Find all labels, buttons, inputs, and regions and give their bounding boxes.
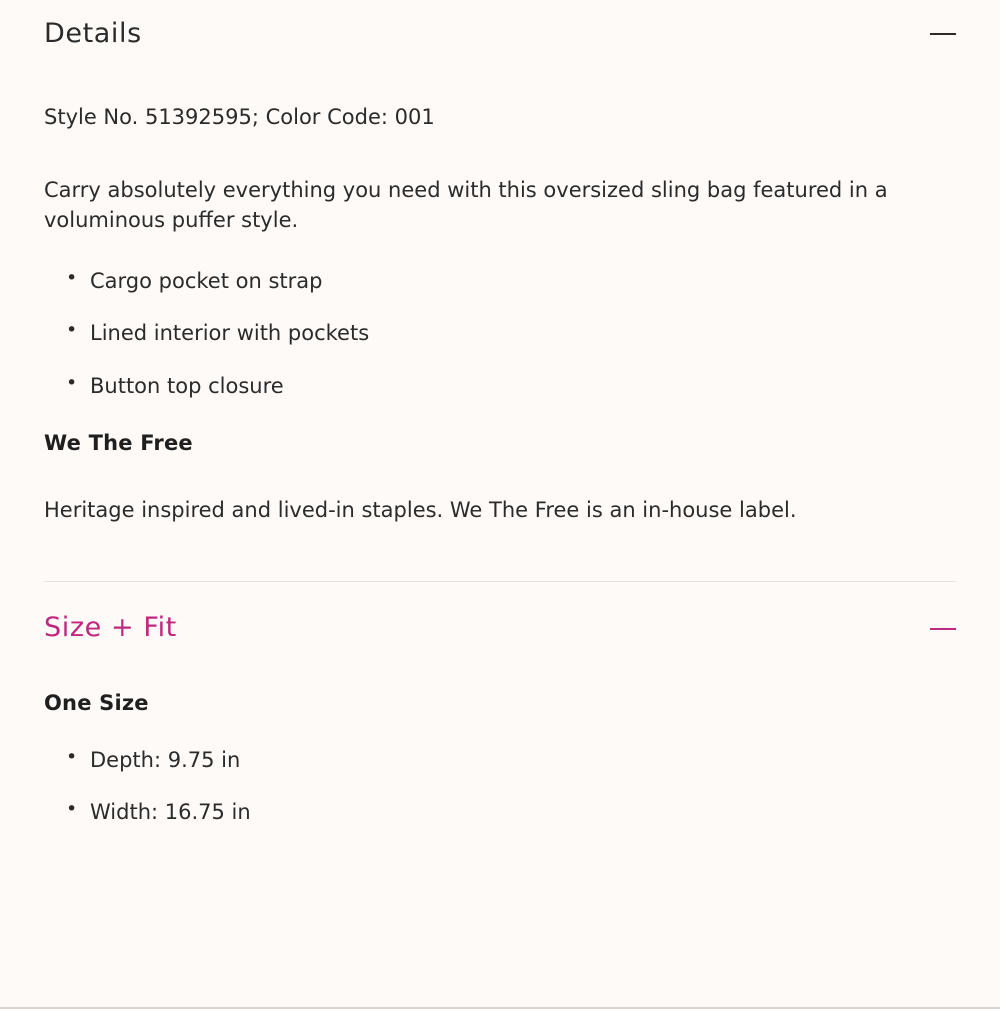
product-features-list <box>44 266 956 401</box>
style-number-text: Style No. 51392595; Color Code: 001 <box>44 105 435 130</box>
list-item: • Button top closure <box>90 371 956 401</box>
minus-icon[interactable] <box>930 21 956 47</box>
list-item: • Depth: 9.75 in <box>90 745 956 775</box>
list-item: • Cargo pocket on strap <box>90 266 956 296</box>
product-description-text: Carry absolutely everything you need with this oversized sling bag featured in a voluminous puffer style. <box>44 177 888 233</box>
size-fit-section-header[interactable] <box>44 594 956 644</box>
size-fit-section-title: Size + Fit <box>44 612 177 644</box>
brand-description-text: Heritage inspired and lived-in staples. We The Free is an in-house label. <box>44 498 797 523</box>
list-item: • Width: 16.75 in <box>90 797 956 827</box>
one-size-heading: One Size <box>44 690 149 715</box>
size-fit-section <box>44 582 956 827</box>
brand-name-heading: We The Free <box>44 431 193 456</box>
measurements-list <box>44 745 956 828</box>
list-item: • Lined interior with pockets <box>90 318 956 348</box>
details-section-title: Details <box>44 18 142 49</box>
minus-icon[interactable] <box>930 616 956 642</box>
details-section-header[interactable] <box>44 0 956 50</box>
